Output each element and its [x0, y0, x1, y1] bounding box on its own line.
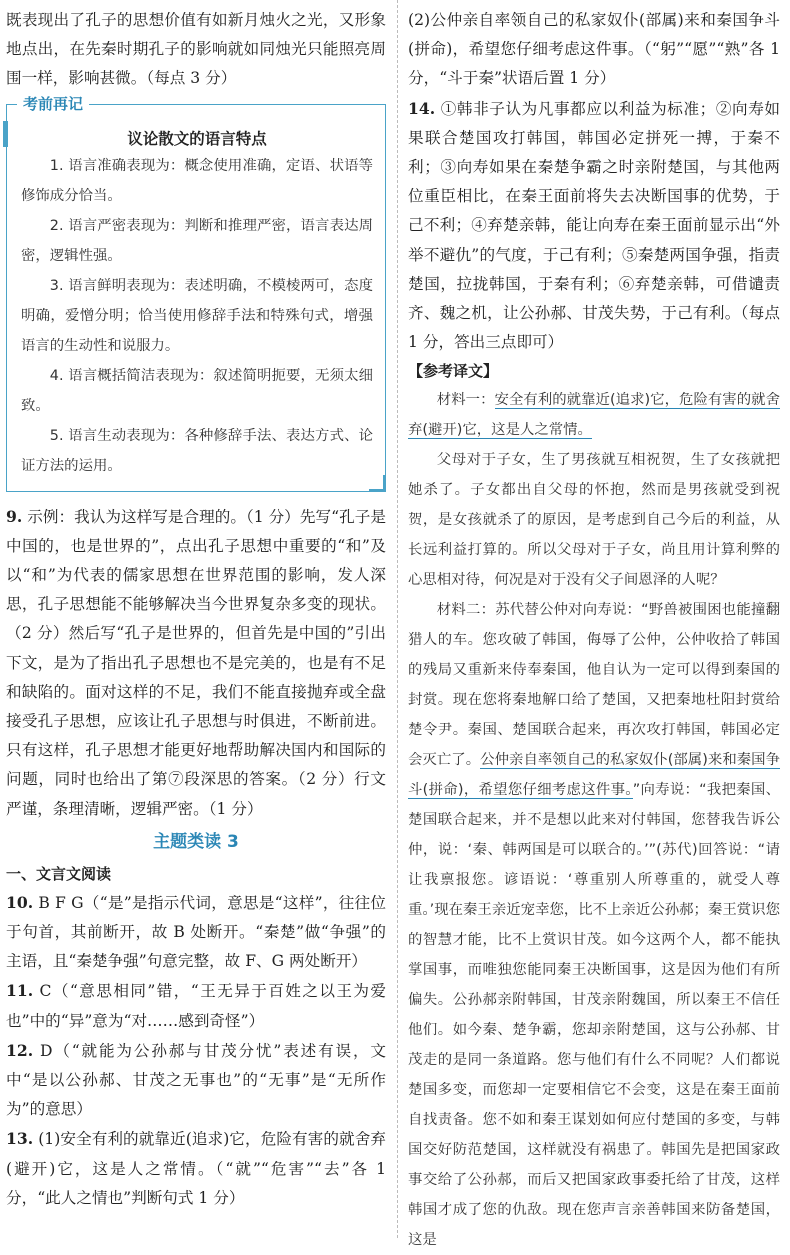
- box-corner-mark: [369, 475, 386, 492]
- answer-13: [6, 1124, 386, 1213]
- reference-translation-heading: 【参考译文】: [408, 362, 499, 381]
- column-divider: [397, 0, 398, 1238]
- material-2-underlined: 公仲亲自率领自己的私家奴仆(部属)来和秦国争斗(拼命)，希望您仔细考虑这件事。: [408, 752, 780, 799]
- material-2-text-b: ”向寿说：“我把秦国、楚国联合起来，并不是想以此来对付韩国，您替我告诉公仲，说：‘秦、韩两国是可以联合的。’”(苏代)回答说：“请让我禀报您。谚语说：‘尊重别人所尊重的，就受人尊重。’现在秦王亲近宠幸您，比不上亲近公孙郝；秦王赏识您的智慧才能，比不上赏识甘茂。如今这两个人，都不能执掌国事，而唯独您能同秦王决断国事，这是因为他们有所偏失。公孙郝亲附韩国，甘茂亲附魏国，所以秦王不信任他们。如今秦、楚争霸，您却亲附楚国，这与公孙郝、甘茂走的是同一条道路。您与他们有什么不同呢？人们都说楚国多变，而您却一定要相信它不会变，这是在秦王面前自找责备。您不如和秦王谋划如何应付楚国的多变，与韩国交好防范楚国，这样就没有祸患了。韩国先是把国家政事交给了公孙郝，而后又把国家政事委托给了甘茂，这样韩国才成了您的仇敌。现在您声言亲善韩国来防备楚国，这是: [408, 782, 781, 1249]
- material-1-paragraph-1: [408, 385, 780, 445]
- q10-number: 10.: [6, 892, 34, 912]
- answer-9: [6, 502, 386, 824]
- review-box-title: 议论散文的语言特点: [127, 129, 267, 148]
- material-1-paragraph-2: 父母对于子女，生了男孩就互相祝贺，生了女孩就把她杀了。子女都出自父母的怀抱，然而是男孩就受到祝贺，是女孩就杀了的原因，是考虑到自己今后的利益，从长远利益打算的。所以父母对于子女，尚且用计算利弊的心思相对待，何况是对于没有父子间恩泽的人呢？: [408, 452, 780, 589]
- q12-number: 12.: [6, 1040, 34, 1060]
- material-1-label: 材料一：: [436, 392, 495, 409]
- box-accent-bar: [3, 121, 8, 147]
- review-box: [6, 94, 386, 492]
- q14-text: ①韩非子认为凡事都应以利益为标准；②向寿如果联合楚国攻打韩国，韩国必定拼死一搏，于秦不利；③向寿如果在秦楚争霸之时亲附楚国，与其他两位重臣相比，在秦王面前将失去决断国事的优势，于己不利；④弃楚亲韩，能让向寿在秦王面前显示出“外举不避仇”的气度，于己有利；⑤秦楚两国争强，指责楚国，拉拢韩国，于秦有利；⑥弃楚亲韩，可借谴责齐、魏之机，让公孙郝、甘茂失势，于己有利。（每点 1 分，答出三点即可）: [408, 99, 780, 352]
- answer-12: [6, 1036, 386, 1125]
- material-2-text-a: 苏代替公仲对向寿说：“野兽被围困也能撞翻猎人的车。您攻破了韩国，侮辱了公仲，公仲收拾了韩国的残局又重新来侍奉秦国，他自认为一定可以得到秦国的封赏。现在您将秦地解口给了楚国，又把秦地杜阳封赏给楚令尹。秦国、楚国联合起来，再次攻打韩国，韩国必定会灭亡了。: [408, 602, 780, 769]
- q13-number: 13.: [6, 1129, 34, 1149]
- answer-10: [6, 888, 386, 977]
- box-item-1: 1. 语言准确表现为：概念使用准确，定语、状语等修饰成分恰当。: [21, 157, 373, 204]
- intro-paragraph: 既表现出了孔子的思想价值有如新月烛火之光，又形象地点出，在先秦时期孔子的影响就如同烛光只能照亮周围一样，影响甚微。（每点 3 分）: [6, 11, 386, 88]
- right-column: [408, 6, 780, 1255]
- box-item-3: 3. 语言鲜明表现为：表述明确，不模棱两可，态度明确，爱憎分明；恰当使用修辞手法和特殊句式，增强语言的生动性和说服力。: [21, 277, 373, 354]
- material-2-label: 材料二：: [436, 602, 496, 619]
- answer-14: [408, 94, 780, 358]
- box-item-5: 5. 语言生动表现为：各种修辞手法、表达方式、论证方法的运用。: [21, 427, 373, 474]
- review-box-tab: 考前再记: [17, 93, 89, 114]
- answer-11: [6, 976, 386, 1035]
- subhead-classical: 一、文言文阅读: [6, 864, 112, 883]
- q11-number: 11.: [6, 981, 34, 1001]
- q13-text: (1)安全有利的就靠近(追求)它，危险有害的就舍弃(避开)它，这是人之常情。（“就”“危害”“去”各 1 分，“此人之情也”判断句式 1 分）: [6, 1130, 386, 1207]
- box-item-2: 2. 语言严密表现为：判断和推理严密，语言表达周密，逻辑性强。: [21, 217, 373, 264]
- q11-text: C（“意思相同”错，“王无异于百姓之以王为爱也”中的“异”意为“对……感到奇怪”）: [6, 982, 386, 1030]
- q10-text: B F G（“是”是指示代词，意思是“这样”，往往位于句首，其前断开，故 B 处断开。“秦楚”做“争强”的主语，且“秦楚争强”句意完整，故 F、G 两处断开）: [6, 893, 386, 971]
- q14-number: 14.: [408, 98, 436, 118]
- q9-number: 9.: [6, 506, 23, 526]
- material-1-underlined: 安全有利的就靠近(追求)它，危险有害的就舍弃(避开)它，这是人之常情。: [408, 392, 780, 439]
- material-2-paragraph: [408, 595, 780, 1255]
- box-item-4: 4. 语言概括简洁表现为：叙述简明扼要，无须太细致。: [21, 367, 373, 414]
- left-column: [6, 6, 386, 1213]
- q9-text: 示例：我认为这样写是合理的。（1 分）先写“孔子是中国的，也是世界的”，点出孔子思想中重要的“和”及以“和”为代表的儒家思想在世界范围的影响，发人深思，孔子思想能不能够解决当今世界复杂多变的现状。（2 分）然后写“孔子是世界的，但首先是中国的”引出下文，是为了指出孔子思想也不是完美的，也是有不足和缺陷的。面对这样的不足，我们不能直接抛弃或全盘接受孔子思想，应该让孔子思想与时俱进，不断前进。只有这样，孔子思想才能更好地帮助解决国内和国际的问题，同时也给出了第⑦段深思的答案。（2 分）行文严谨，条理清晰，逻辑严密。（1 分）: [6, 507, 386, 818]
- answer-13-part2: (2)公仲亲自率领自己的私家奴仆(部属)来和秦国争斗(拼命)，希望您仔细考虑这件事。（“躬”“愿”“熟”各 1 分，“斗于秦”状语后置 1 分）: [408, 11, 780, 88]
- q12-text: D（“就能为公孙郝与甘茂分忧”表述有误，文中“是以公孙郝、甘茂之无事也”的“无事”是“无所作为”的意思）: [6, 1041, 386, 1119]
- section-title: 主题类读 3: [153, 831, 239, 852]
